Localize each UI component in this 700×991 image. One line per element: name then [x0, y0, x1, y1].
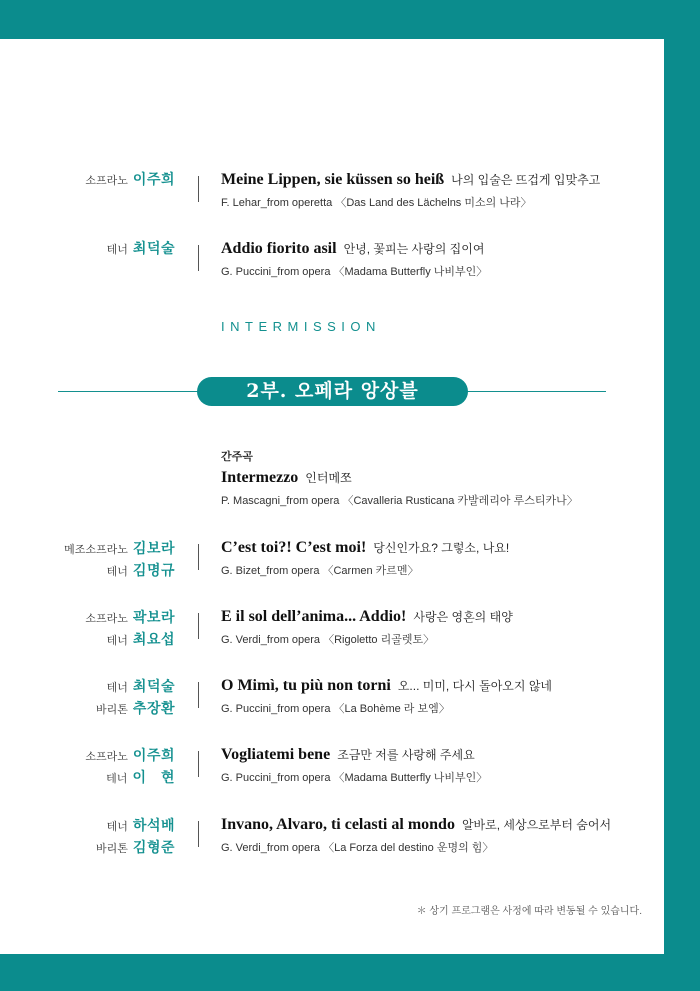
right-border — [664, 0, 700, 991]
part2-banner: 2부. 오페라 앙상블 — [197, 377, 468, 406]
performer — [64, 538, 175, 560]
performer — [85, 745, 175, 767]
top-border — [0, 0, 700, 39]
piece — [221, 168, 600, 212]
performer-name: 추장환 — [132, 701, 175, 717]
piece-title: Vogliatemi bene — [221, 746, 331, 763]
performer-role: 테너 — [106, 682, 128, 694]
performer-name: 이주희 — [132, 172, 175, 188]
piece-korean-title: 조금만 저를 사랑해 주세요 — [337, 748, 475, 762]
piece-title: O Mimì, tu più non torni — [221, 677, 391, 694]
performer-role: 테너 — [106, 821, 128, 833]
piece-composer: G. Puccini_from opera 〈Madama Butterfly 나비부인〉 — [221, 266, 488, 278]
performer-name: 최덕술 — [132, 679, 175, 695]
performer — [85, 607, 175, 629]
performers — [85, 607, 175, 651]
performer-role: 메조소프라노 — [64, 544, 128, 556]
performer — [96, 676, 175, 698]
divider-bar — [198, 751, 199, 777]
piece-title: Invano, Alvaro, ti celasti al mondo — [221, 816, 455, 833]
performer — [107, 238, 175, 260]
performer-role: 테너 — [106, 244, 128, 256]
performer — [96, 815, 175, 837]
piece-korean-title: 오... 미미, 다시 돌아오지 않네 — [397, 679, 552, 693]
performer — [96, 698, 175, 720]
bottom-border — [0, 954, 700, 991]
piece — [221, 743, 487, 787]
performer-role: 소프라노 — [85, 175, 128, 187]
performer-name: 이주희 — [132, 748, 175, 764]
performers — [85, 745, 175, 789]
piece — [221, 536, 509, 580]
piece-composer: G. Bizet_from opera 〈Carmen 카르멘〉 — [221, 565, 419, 577]
performers — [85, 169, 175, 191]
performer-role: 소프라노 — [85, 751, 128, 763]
divider-bar — [198, 176, 199, 202]
piece-composer: F. Lehar_from operetta 〈Das Land des Lächelns 미소의 나라〉 — [221, 197, 532, 209]
piece-korean-title: 당신인가요? 그렇소, 나요! — [373, 541, 510, 555]
piece-title: C’est toi?! C’est moi! — [221, 539, 367, 556]
performer-name: 최덕술 — [132, 241, 175, 257]
performer-role: 바리톤 — [96, 843, 128, 855]
piece-korean-title: 사랑은 영혼의 태양 — [413, 610, 513, 624]
piece-title: E il sol dell’anima... Addio! — [221, 608, 407, 625]
performers — [96, 676, 175, 720]
piece-composer: G. Puccini_from opera 〈Madama Butterfly 나비부인〉 — [221, 772, 488, 784]
piece-korean-title: 알바로, 세상으로부터 숨어서 — [461, 818, 612, 832]
piece — [221, 237, 487, 281]
piece-korean-title: 나의 입술은 뜨겁게 입맞추고 — [451, 173, 601, 187]
performer-role: 소프라노 — [85, 613, 128, 625]
piece — [221, 605, 513, 649]
piece-title: Addio fiorito asil — [221, 240, 337, 257]
performer — [85, 629, 175, 651]
piece-composer: P. Mascagni_from opera 〈Cavalleria Rusticana 카발레리아 루스티카나〉 — [221, 495, 578, 507]
piece — [221, 448, 578, 510]
performer-name: 곽보라 — [132, 610, 175, 626]
performer-name: 김명규 — [132, 563, 175, 579]
performers — [107, 238, 175, 260]
divider-bar — [198, 682, 199, 708]
piece-title: Intermezzo — [221, 469, 299, 486]
piece-title: Meine Lippen, sie küssen so heiß — [221, 171, 445, 188]
performer-role: 테너 — [106, 635, 128, 647]
footnote: ＊ 상기 프로그램은 사정에 따라 변동될 수 있습니다. — [416, 906, 642, 917]
performer-name: 이 현 — [132, 770, 175, 786]
performer-name: 김보라 — [132, 541, 175, 557]
performer-name: 김형준 — [132, 840, 175, 856]
performer — [64, 560, 175, 582]
performer-role: 바리톤 — [96, 704, 128, 716]
performers — [64, 538, 175, 582]
performer — [85, 767, 175, 789]
divider-bar — [198, 821, 199, 847]
piece-korean-title: 안녕, 꽃피는 사랑의 집이여 — [343, 242, 485, 256]
divider-bar — [198, 245, 199, 271]
piece — [221, 674, 552, 718]
piece-composer: G. Puccini_from opera 〈La Bohème 라 보엠〉 — [221, 703, 450, 715]
performer-name: 하석배 — [132, 818, 175, 834]
piece-korean-title: 인터메쪼 — [305, 471, 352, 485]
performer-role: 테너 — [106, 566, 128, 578]
piece-composer: G. Verdi_from opera 〈La Forza del destino 운명의 힘〉 — [221, 842, 494, 854]
piece-composer: G. Verdi_from opera 〈Rigoletto 리골렛토〉 — [221, 634, 435, 646]
performer-role: 테너 — [106, 773, 128, 785]
performers — [96, 815, 175, 859]
piece — [221, 813, 611, 857]
divider-bar — [198, 544, 199, 570]
interlude-kicker: 간주곡 — [221, 451, 253, 463]
divider-bar — [198, 613, 199, 639]
performer-name: 최요섭 — [132, 632, 175, 648]
performer — [85, 169, 175, 191]
performer — [96, 837, 175, 859]
intermission-label: INTERMISSION — [221, 319, 381, 334]
